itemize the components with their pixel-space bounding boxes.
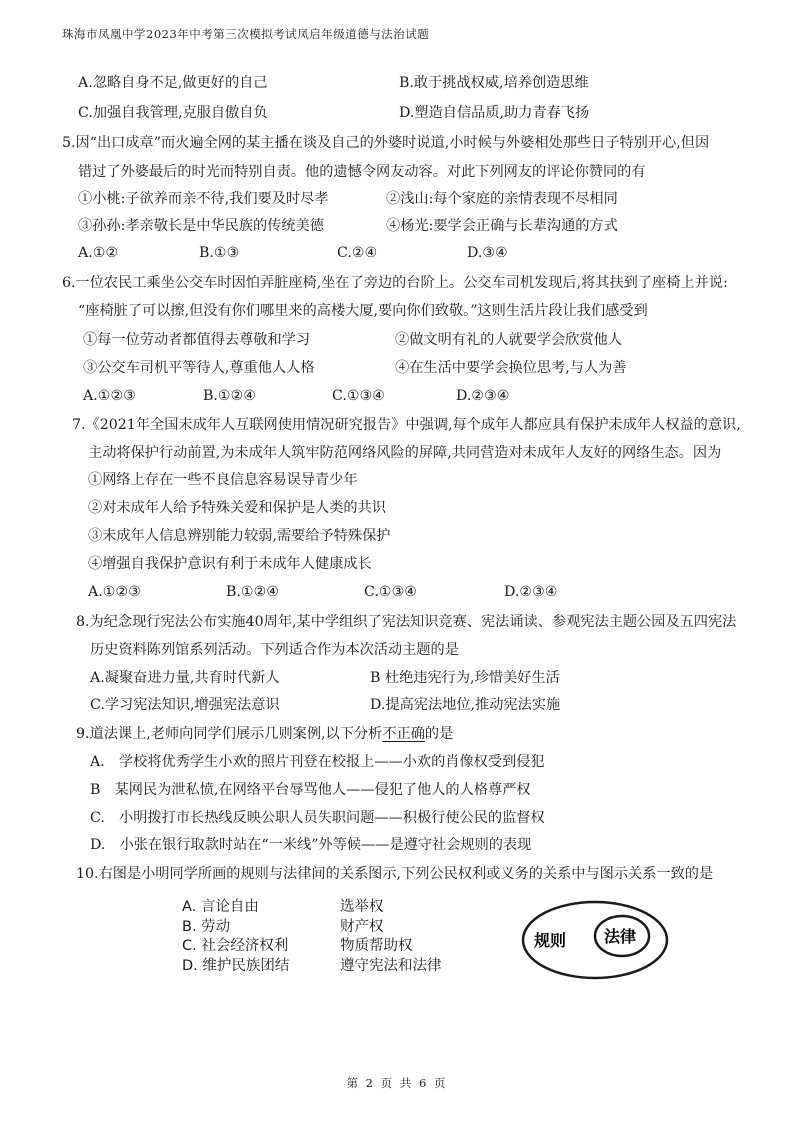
page-header: 珠海市凤凰中学2023年中考第三次模拟考试凤启年级道德与法治试题 <box>62 27 430 41</box>
q7-option-d: D.②③④ <box>504 584 558 600</box>
q9-option-d: D. 小张在银行取款时站在“一米线”外等候——是遵守社会规则的表现 <box>90 837 532 853</box>
q9-stem <box>76 724 453 744</box>
q10-options-right <box>340 898 442 976</box>
diagram-label-law: 法律 <box>604 927 637 946</box>
q10-option-d-left: D. 维护民族团结 <box>182 957 290 974</box>
q10-stem: 10.右图是小明同学所画的规则与法律间的关系图示,下列公民权利或义务的关系中与图示关系一致的是 <box>76 866 714 882</box>
q5-stem-line1: 5.因“出口成章”而火遍全网的某主播在谈及自己的外婆时说道,小时候与外婆相处那些日子特别开心,但因 <box>62 135 710 151</box>
q7-statement-2: ②对未成年人给予特殊关爱和保护是人类的共识 <box>88 500 386 516</box>
q6-statement-4: ④在生活中要学会换位思考,与人为善 <box>395 360 627 376</box>
q10-option-a-right: 选举权 <box>340 899 384 915</box>
q8-option-c: C.学习宪法知识,增强宪法意识 <box>90 697 280 713</box>
q10-option-a-left: A. 言论自由 <box>182 899 259 915</box>
q5-statement-4: ④杨光:要学会正确与长辈沟通的方式 <box>386 218 618 234</box>
q4-option-a: A.忽略自身不足,做更好的自己 <box>78 75 268 91</box>
q5-statement-3: ③孙孙:孝亲敬长是中华民族的传统美德 <box>78 218 324 234</box>
q9-stem-post: 的是 <box>424 726 454 742</box>
q5-option-c: C.②④ <box>337 245 378 261</box>
q7-statement-4: ④增强自我保护意识有利于未成年人健康成长 <box>88 556 372 572</box>
q6-statement-1: ①每一位劳动者都值得去尊敬和学习 <box>83 332 311 348</box>
q6-stem-line2: “座椅脏了可以擦,但没有你们哪里来的高楼大厦,要向你们致敬。”这则生活片段让我们感受到 <box>78 303 648 319</box>
q7-statement-1: ①网络上存在一些不良信息容易误导青少年 <box>88 472 358 488</box>
q6-option-a: A.①②③ <box>83 388 136 404</box>
q10-options-left <box>182 898 289 976</box>
q5-option-d: D.③④ <box>467 245 508 261</box>
q4-option-b: B.敢于挑战权威,培养创造思维 <box>399 75 589 91</box>
q9-stem-pre: 9.道法课上,老师向同学们展示几则案例,以下分析 <box>76 726 383 742</box>
rules-law-diagram <box>520 898 670 982</box>
q8-option-a: A.凝聚奋进力量,共育时代新人 <box>90 670 280 686</box>
q8-option-d: D.提高宪法地位,推动宪法实施 <box>370 697 561 713</box>
q5-stem-line2: 错过了外婆最后的时光而特别自责。他的遗憾令网友动容。对此下列网友的评论你赞同的有 <box>78 164 646 180</box>
q5-option-a: A.①② <box>78 245 119 261</box>
q7-option-c: C.①③④ <box>364 584 418 600</box>
q7-option-b: B.①②④ <box>226 584 280 600</box>
q10-option-b-left: B. 劳动 <box>182 918 231 935</box>
q9-option-b: B 某网民为泄私愤,在网络平台辱骂他人——侵犯了他人的人格尊严权 <box>90 782 531 798</box>
q5-statement-2: ②浅山:每个家庭的亲情表现不尽相同 <box>386 191 618 207</box>
q5-statement-1: ①小桃:子欲养而亲不待,我们要及时尽孝 <box>78 191 329 207</box>
q8-option-b: B 杜绝违宪行为,珍惜美好生活 <box>370 670 560 686</box>
q10-option-b-right: 财产权 <box>340 918 384 935</box>
q7-stem-line2: 主动将保护行动前置,为未成年人筑牢防范网络风险的屏障,共同营造对未成年人友好的网络生态。因为 <box>88 445 722 461</box>
q10-option-c-left: C. 社会经济权利 <box>182 938 289 954</box>
q6-option-d: D.②③④ <box>456 388 510 404</box>
q10-option-c-right: 物质帮助权 <box>340 938 413 954</box>
q7-option-a: A.①②③ <box>88 584 141 600</box>
q9-stem-emphasis: 不正确 <box>382 726 425 742</box>
q9-option-c: C. 小明拨打市长热线反映公职人员失职问题——积极行使公民的监督权 <box>90 810 545 826</box>
q7-statement-3: ③未成年人信息辨别能力较弱,需要给予特殊保护 <box>88 528 391 544</box>
q4-option-c: C.加强自我管理,克服自傲自负 <box>78 105 268 121</box>
q6-option-b: B.①②④ <box>203 388 257 404</box>
q6-stem-line1: 6.一位农民工乘坐公交车时因怕弄脏座椅,坐在了旁边的台阶上。公交车司机发现后,将其扶到了座椅上并说: <box>62 275 728 291</box>
q6-statement-3: ③公交车司机平等待人,尊重他人人格 <box>83 360 315 376</box>
q5-option-b: B.①③ <box>199 245 240 261</box>
q4-option-d: D.塑造自信品质,助力青春飞扬 <box>399 105 590 121</box>
q8-stem-line2: 历史资料陈列馆系列活动。下列适合作为本次活动主题的是 <box>90 642 459 658</box>
page-footer: 第 2 页 共 6 页 <box>346 1076 448 1090</box>
q7-stem-line1: 7.《2021年全国未成年人互联网使用情况研究报告》中强调,每个成年人都应具有保护未成年人权益的意识, <box>72 417 741 433</box>
q10-option-d-right: 遵守宪法和法律 <box>340 957 442 974</box>
q8-stem-line1: 8.为纪念现行宪法公布实施40周年,某中学组织了宪法知识竞赛、宪法诵读、参观宪法主题公园及五四宪法 <box>76 614 737 630</box>
q6-statement-2: ②做文明有礼的人就要学会欣赏他人 <box>395 332 623 348</box>
q9-option-a: A. 学校将优秀学生小欢的照片刊登在校报上——小欢的肖像权受到侵犯 <box>90 754 545 770</box>
diagram-label-rules: 规则 <box>534 931 567 950</box>
q6-option-c: C.①③④ <box>332 388 386 404</box>
